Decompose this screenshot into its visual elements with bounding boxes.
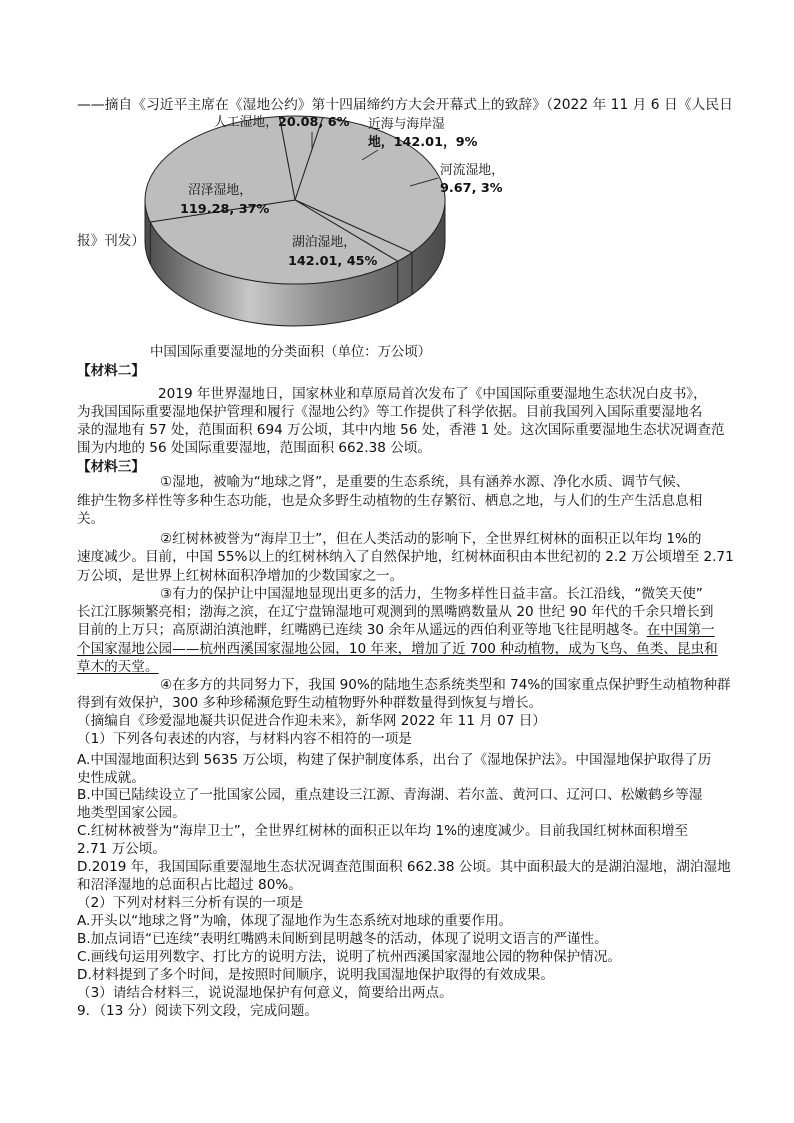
material3-p3: 目前的上万只；高原湖泊滇池畔，红嘴鸥已连续 30 余年从遥远的西伯利亚等地飞往昆明越冬。在中国第一 <box>77 622 715 638</box>
material3-p2: 速度减少。目前，中国 55%以上的红树林纳入了自然保护地，红树林面积由本世纪初的 2.2 万公顷增至 2.71 <box>77 549 734 565</box>
material3-p3: ③有力的保护让中国湿地显现出更多的活力，生物多样性日益丰富。长江沿线，“微笑天使” <box>160 586 703 602</box>
q3-stem: （3）请结合材料三，说说湿地保护有何意义，简要给出两点。 <box>77 985 453 1001</box>
material3-heading: 【材料三】 <box>77 459 145 475</box>
label-marsh-name: 沼泽湿地， <box>188 183 252 198</box>
q1-option-c: 2.71 万公顷。 <box>77 841 166 857</box>
material3-p1: 维护生物多样性等多种生态功能，也是众多野生动植物的生存繁衍、栖息之地，与人们的生产生活息息相 <box>77 493 703 509</box>
label-lake-name: 湖泊湿地， <box>292 235 356 250</box>
label-lake-val: 142.01, 45% <box>288 254 378 269</box>
q1-option-a: A.中国湿地面积达到 5635 万公顷，构建了保护制度体系，出台了《湿地保护法》。中国湿地保护取得了历 <box>77 752 712 768</box>
material3-p4: ④在多方的共同努力下，我国 90%的陆地生态系统类型和 74%的国家重点保护野生动植物种群 <box>160 677 731 693</box>
label-river-name: 河流湿地， <box>440 163 504 178</box>
q9-stem: 9．（13 分）阅读下列文段，完成问题。 <box>77 1003 318 1019</box>
material3-p1: 关。 <box>77 511 105 527</box>
q1-option-c: C.红树林被誉为“海岸卫士”，全世界红树林的面积正以年均 1%的速度减少。目前我国红树林面积增至 <box>77 823 689 839</box>
q1-option-b: B.中国已陆续设立了一批国家公园，重点建设三江源、青海湖、若尔盖、黄河口、辽河口、松嫩鹤乡等湿 <box>77 787 703 803</box>
q2-option-c: C.画线句运用列数字、打比方的说明方法，说明了杭州西溪国家湿地公园的物种保护情况。 <box>77 949 621 965</box>
underlined-sentence: 在中国第一 <box>646 622 715 638</box>
q2-option-d: D.材料提到了多个时间，是按照时间顺序，说明我国湿地保护取得的有效成果。 <box>77 967 554 983</box>
q1-option-a: 史性成就。 <box>77 770 145 786</box>
label-marsh-val: 119.28, 37% <box>180 202 270 217</box>
underlined-sentence: 草木的天堂。 <box>77 659 159 675</box>
material3-p1: ①湿地，被喻为“地球之肾”，是重要的生态系统，具有涵养水源、净化水质、调节气候、 <box>160 474 690 490</box>
leader-lines <box>0 0 794 400</box>
material3-p3: 长江江豚频繁亮相；渤海之滨，在辽宁盘锦湿地可观测到的黑嘴鸥数量从 20 世纪 90 年代的千余只增长到 <box>77 604 714 620</box>
label-river-val: 9.67, 3% <box>440 181 503 196</box>
underlined-sentence: 个国家湿地公园——杭州西溪国家湿地公园，10 年来，增加了近 700 种动植物，成为飞鸟、鱼类、昆虫和 <box>77 641 718 657</box>
q1-option-d: D.2019 年，我国国际重要湿地生态状况调查范围面积 662.38 公顷。其中面积最大的是湖泊湿地，湖泊湿地 <box>77 859 731 875</box>
q1-option-d: 和沼泽湿地的总面积占比超过 80%。 <box>77 877 302 893</box>
q1-option-b: 地类型国家公园。 <box>77 805 186 821</box>
label-coastal-2: 地，142.01，9% <box>368 135 478 150</box>
source-line-tail: 报》刊发） <box>77 233 145 249</box>
source-line: ——摘自《习近平主席在《湿地公约》第十四届缔约方大会开幕式上的致辞》（2022 年 11 月 6 日《人民日 <box>77 97 733 113</box>
material3-p2: 万公顷，是世界上红树林面积净增加的少数国家之一。 <box>77 568 404 584</box>
material3-p4: 得到有效保护，300 多种珍稀濒危野生动植物野外种群数量得到恢复与增长。 <box>77 695 543 711</box>
label-coastal-1: 近海与海岸湿 <box>368 117 445 132</box>
leader-river <box>410 178 438 186</box>
chart-title: 中国国际重要湿地的分类面积（单位：万公顷） <box>150 345 432 360</box>
q2-option-a: A.开头以“地球之肾”为喻，体现了湿地作为生态系统对地球的重要作用。 <box>77 913 513 929</box>
material2-line: 为我国国际重要湿地保护管理和履行《湿地公约》等工作提供了科学依据。目前我国列入国际重要湿地名 <box>77 404 703 420</box>
material3-p2: ②红树林被誉为“海岸卫士”，但在人类活动的影响下，全世界红树林的面积正以年均 1%的 <box>160 531 702 547</box>
q1-stem: （1）下列各句表述的内容，与材料内容不相符的一项是 <box>77 731 412 747</box>
material2-line: 录的湿地有 57 处，范围面积 694 万公顷，其中内地 56 处，香港 1 处。这次国际重要湿地生态状况调查范 <box>77 422 725 438</box>
q2-stem: （2）下列对材料三分析有误的一项是 <box>77 895 304 911</box>
label-artificial: 人工湿地，20.08, 6% <box>214 115 350 130</box>
leader-coastal <box>362 150 378 160</box>
material2-heading: 【材料二】 <box>77 363 145 379</box>
q2-option-b: B.加点词语“已连续”表明红嘴鸥未间断到昆明越冬的活动，体现了说明文语言的严谨性。 <box>77 931 608 947</box>
material2-line: 2019 年世界湿地日，国家林业和草原局首次发布了《中国国际重要湿地生态状况白皮书》， <box>158 386 707 402</box>
material3-source: （摘编自《珍爱湿地凝共识促进合作迎未来》，新华网 2022 年 11 月 07 日） <box>77 713 546 729</box>
material2-line: 围为内地的 56 处国际重要湿地，范围面积 662.38 公顷。 <box>77 440 432 456</box>
